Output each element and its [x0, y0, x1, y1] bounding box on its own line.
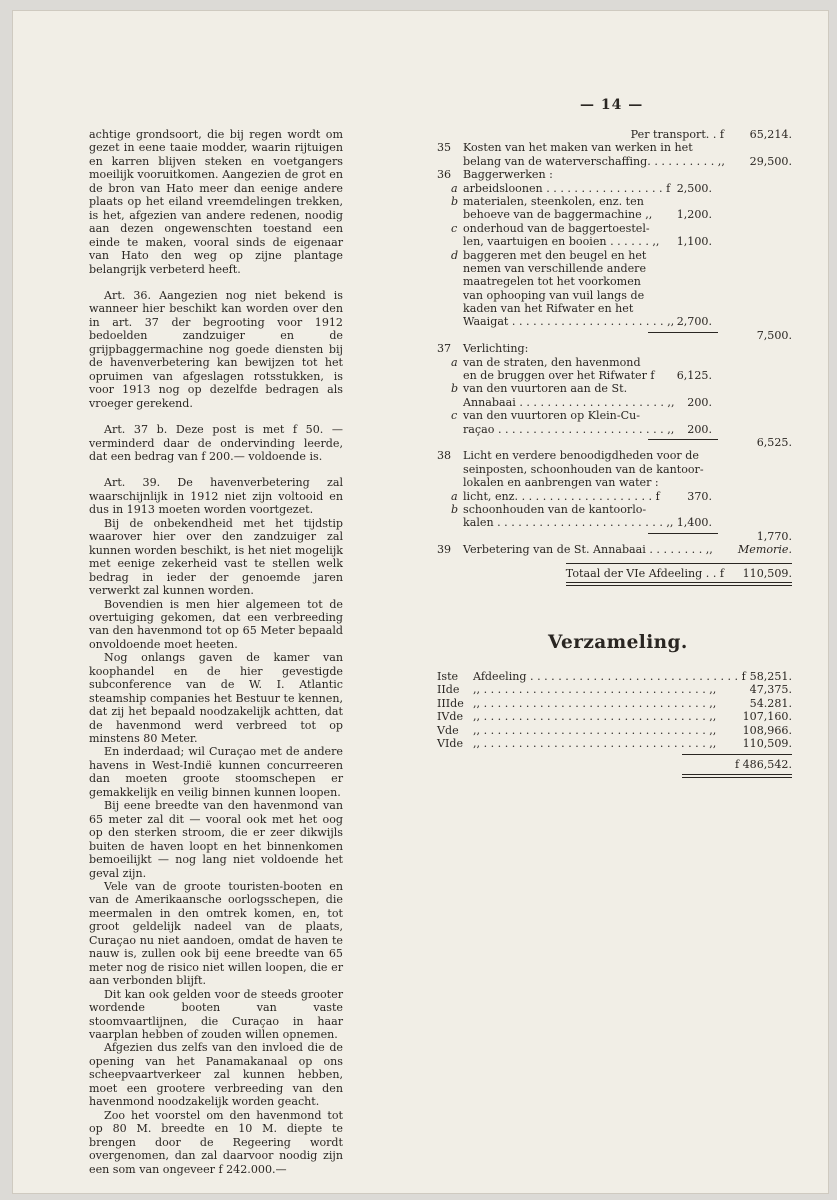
item-text: van den vuurtoren aan de St.: [463, 382, 628, 396]
item-text: behoeve van de baggermachine ,,: [463, 208, 653, 222]
budget-line: [437, 396, 792, 409]
item-text: en de bruggen over het Rifwater f: [463, 369, 655, 383]
section-label: VIde: [437, 736, 464, 750]
budget-line: [437, 222, 792, 235]
sub-amount: 200.: [687, 395, 712, 409]
paragraph: Dit kan ook gelden voor de steeds grooter wordende booten van vaste stoomvaartlijnen, die Curaçao in haar vaarplan hebben of zouden willen opnemen.: [89, 987, 343, 1041]
item-text: nemen van verschillende andere: [463, 261, 647, 275]
paragraph: Afgezien dus zelfs van den invloed die de opening van het Panamakanaal op ons scheepvaartverkeer zal kunnen hebben, moet een grootere verbreeding van den havenmond noodzakelijk worden geacht.: [89, 1041, 343, 1109]
item-total: 7,500.: [756, 328, 792, 342]
sub-amount: 200.: [687, 422, 712, 436]
section-text: ,, . . . . . . . . . . . . . . . . . . . . . . . . . . . . . . . . ,,: [473, 710, 717, 724]
article-number: 38: [437, 449, 452, 463]
summary-row: [437, 697, 792, 710]
budget-line: [437, 369, 792, 382]
summary-rule: [682, 754, 792, 755]
budget-table: [437, 128, 792, 586]
budget-line: [437, 409, 792, 422]
sub-amount: 1,400.: [676, 516, 712, 530]
double-rule-top: [566, 582, 792, 583]
double-rule-bottom: [566, 585, 792, 586]
paragraph: Art. 37 b. Deze post is met f 50. — verminderd daar de ondervinding leerde, dat een bedrag van f 200.— voldoende is.: [89, 423, 343, 463]
summary-rows: [437, 670, 792, 750]
article-number: 36: [437, 168, 452, 182]
budget-line: [437, 302, 792, 315]
item-text: len, vaartuigen en booien . . . . . . ,,: [463, 235, 660, 249]
budget-line: [437, 275, 792, 288]
left-column: [89, 128, 343, 1176]
subtotal-rule: [648, 439, 718, 440]
paragraph: Bij de onbekendheid met het tijdstip waarover hier over den zandzuiger zal kunnen worden beschikt, is het niet mogelijk met eenige zekerheid vast te stellen welk bedrag in ieder der genoemde jaren verwerkt zal kunnen worden.: [89, 516, 343, 598]
section-amount: 58,251.: [749, 670, 792, 683]
budget-line: [437, 449, 792, 462]
budget-line: [437, 315, 792, 328]
budget-line: [437, 235, 792, 248]
section-text: ,, . . . . . . . . . . . . . . . . . . . . . . . . . . . . . . . . ,,: [473, 736, 717, 750]
paragraph: Bij eene breedte van den havenmond van 65 meter zal dit — vooral ook met het oog op den sterken stroom, die er zeer dikwijls buiten de haven loopt en het binnenkomen bemoeilijkt — nog lang niet voldoende het geval zijn.: [89, 799, 343, 880]
section-amount: 107,160.: [742, 710, 792, 724]
sub-amount: 2,500.: [676, 181, 712, 195]
item-text: licht, enz. . . . . . . . . . . . . . . . . . . . f: [463, 489, 660, 503]
sub-amount: 1,100.: [676, 235, 712, 249]
verzameling-title: Verzameling.: [548, 632, 688, 653]
paragraph: Bovendien is men hier algemeen tot de overtuiging gekomen, dat een verbreeding van den havenmond tot op 65 Meter bepaald onvoldoende moet heeten.: [89, 597, 343, 651]
section-label: Vde: [437, 723, 459, 737]
section-amount: 110,509.: [742, 736, 792, 750]
item-text: materialen, steenkolen, enz. ten: [463, 194, 644, 208]
section-amount: 54.281.: [749, 696, 792, 710]
item-text: Verlichting:: [463, 342, 529, 356]
section-label: Iste: [437, 670, 459, 683]
budget-line: [437, 490, 792, 503]
item-total: 29,500.: [749, 154, 792, 168]
paragraph: Art. 36. Aangezien nog niet bekend is wanneer hier beschikt kan worden over den in art. 37 der begrooting voor 1912 bedoelden zandzuiger en de grijpbaggermachine nog goede diensten bij de havenverbetering kan bewijzen tot het opruimen van afgeslagen rotsstukken, is voor 1913 nog op dezelfde bedragen als vroeger gerekend.: [89, 288, 343, 410]
paragraph: Vele van de groote touristen-booten en van de Amerikaansche oorlogsschepen, die meermalen in den omtrek komen, en, tot groot geldelijk nadeel van de plaats, Curaçao nu niet aandoen, omdat de haven te nauw is, zullen ook bij eene breedte van 65 meter nog de risico niet willen loopen, die er aan verbonden blijft.: [89, 880, 343, 988]
article-number: 39: [437, 543, 452, 557]
paragraph: Art. 39. De havenverbetering zal waarschijnlijk in 1912 niet zijn voltooid en dus in 1913 moeten worden voortgezet.: [89, 476, 343, 517]
sub-item-letter: b: [451, 382, 459, 396]
budget-line: [437, 289, 792, 302]
budget-line: [437, 503, 792, 516]
item-text: arbeidsloonen . . . . . . . . . . . . . . . . . f: [463, 181, 671, 195]
budget-line: [437, 423, 792, 436]
subtotal-row: [437, 329, 792, 342]
summary-row: [437, 670, 792, 683]
sub-item-letter: a: [451, 355, 458, 369]
grand-total-amount: 110,509.: [742, 566, 792, 580]
subtotal-rule: [648, 533, 718, 534]
item-text: onderhoud van de baggertoestel-: [463, 221, 650, 235]
budget-line: [437, 516, 792, 529]
budget-line: [437, 463, 792, 476]
budget-line: [437, 141, 792, 154]
carried-forward-row: [437, 128, 792, 141]
budget-line: [437, 195, 792, 208]
paragraph: Zoo het voorstel om den havenmond tot op 80 M. breedte en 10 M. diepte te brengen door de Regeering wordt overgenomen, dan zal daarvoor noodig zijn een som van ongeveer f 242.000.—: [89, 1108, 343, 1176]
item-text: baggeren met den beugel en het: [463, 248, 647, 262]
article-number: 35: [437, 141, 452, 155]
item-total: Memorie.: [737, 543, 792, 557]
summary-total: f 486,542.: [734, 758, 792, 772]
summary-double-rule-top: [682, 774, 792, 775]
sub-item-letter: c: [451, 221, 458, 235]
item-text: van ophooping van vuil langs de: [463, 288, 645, 302]
budget-line: [437, 476, 792, 489]
item-text: van de straten, den havenmond: [463, 355, 641, 369]
item-text: kalen . . . . . . . . . . . . . . . . . . . . . . . . ,,: [463, 516, 674, 530]
summary-row: [437, 710, 792, 723]
sub-amount: 370.: [687, 489, 712, 503]
carried-label: Per transport. . f: [630, 128, 724, 141]
item-text: belang van de waterverschaffing. . . . . . . . . . ,,: [463, 154, 725, 168]
budget-line: [437, 342, 792, 355]
sub-item-letter: b: [451, 194, 459, 208]
item-text: schoonhouden van de kantoorlo-: [463, 502, 647, 516]
item-text: kaden van het Rifwater en het: [463, 302, 634, 316]
summary-table: [437, 670, 792, 778]
summary-total-row: [437, 758, 792, 771]
budget-items: [437, 141, 792, 556]
item-text: Baggerwerken :: [463, 168, 553, 182]
subtotal-rule: [648, 332, 718, 333]
article-number: 37: [437, 342, 452, 356]
grand-total-row: [437, 567, 792, 580]
budget-line: [437, 262, 792, 275]
budget-line: [437, 249, 792, 262]
summary-row: [437, 724, 792, 737]
sub-amount: 1,200.: [676, 208, 712, 222]
subtotal-row: [437, 530, 792, 543]
sub-amount: 6,125.: [676, 369, 712, 383]
item-text: seinposten, schoonhouden van de kantoor-: [463, 462, 704, 476]
section-amount: 47,375.: [749, 683, 792, 697]
summary-double-rule-bottom: [682, 777, 792, 778]
sub-item-letter: b: [451, 502, 459, 516]
paragraph: achtige grondsoort, die bij regen wordt om gezet in eene taaie modder, waarin rijtuigen en karren blijven steken en voetgangers moeilijk vooruitkomen. Aangezien de grot en de bron van Hato meer dan eenige andere plaats op het eiland vreemdelingen trekken, is het, afgezien van andere redenen, noodig aan dezen ongewenschten toestand een einde te maken, vooral sinds de eigenaar van Hato den weg op zijne plantage belangrijk verbeterd heeft.: [89, 128, 343, 276]
section-label: IIIde: [437, 696, 464, 710]
summary-row: [437, 737, 792, 750]
section-text: ,, . . . . . . . . . . . . . . . . . . . . . . . . . . . . . . . . ,,: [473, 683, 717, 697]
item-text: Licht en verdere benoodigdheden voor de: [463, 449, 699, 463]
section-label: IVde: [437, 710, 464, 724]
sub-item-letter: d: [451, 248, 459, 262]
budget-line: [437, 208, 792, 221]
paragraph: Nog onlangs gaven de kamer van koophandel en de hier gevestigde subconference van de W. I. Atlantic steamship companies het Bestuur te kennen, dat zij het bepaald noodzakelijk achtten, dat de havenmond werd verbreed tot op minstens 80 Meter.: [89, 651, 343, 746]
total-rule: [566, 563, 792, 564]
budget-line: [437, 543, 792, 556]
carried-amount: 65,214.: [749, 128, 792, 141]
budget-line: [437, 155, 792, 168]
sub-item-letter: c: [451, 409, 458, 423]
item-text: Annabaai . . . . . . . . . . . . . . . . . . . . . ,,: [463, 395, 675, 409]
item-text: maatregelen tot het voorkomen: [463, 275, 641, 289]
item-total: 1,770.: [756, 529, 792, 543]
sub-item-letter: a: [451, 181, 458, 195]
sub-item-letter: a: [451, 489, 458, 503]
section-text: Afdeeling . . . . . . . . . . . . . . . . . . . . . . . . . . . . . . f: [473, 670, 746, 683]
section-text: ,, . . . . . . . . . . . . . . . . . . . . . . . . . . . . . . . . ,,: [473, 696, 717, 710]
page-number: — 14 —: [580, 97, 644, 113]
budget-line: [437, 382, 792, 395]
grand-total-label: Totaal der VIe Afdeeling . . f: [565, 566, 724, 580]
summary-row: [437, 683, 792, 696]
budget-line: [437, 168, 792, 181]
item-total: 6,525.: [756, 435, 792, 449]
item-text: Verbetering van de St. Annabaai . . . . . . . . ,,: [463, 543, 713, 557]
section-amount: 108,966.: [742, 723, 792, 737]
item-text: van den vuurtoren op Klein-Cu-: [463, 409, 640, 423]
budget-line: [437, 182, 792, 195]
item-text: lokalen en aanbrengen van water :: [463, 476, 659, 490]
item-text: raçao . . . . . . . . . . . . . . . . . . . . . . . . ,,: [463, 422, 675, 436]
section-text: ,, . . . . . . . . . . . . . . . . . . . . . . . . . . . . . . . . ,,: [473, 723, 717, 737]
section-label: IIde: [437, 683, 460, 697]
subtotal-row: [437, 436, 792, 449]
item-text: Waaigat . . . . . . . . . . . . . . . . . . . . . . ,,: [463, 315, 675, 329]
budget-line: [437, 356, 792, 369]
item-text: Kosten van het maken van werken in het: [463, 141, 693, 155]
sub-amount: 2,700.: [676, 315, 712, 329]
paragraph: En inderdaad; wil Curaçao met de andere havens in West-Indië kunnen concurreeren dan moeten groote stoomschepen er gemakkelijk en veilig binnen kunnen loopen.: [89, 745, 343, 799]
